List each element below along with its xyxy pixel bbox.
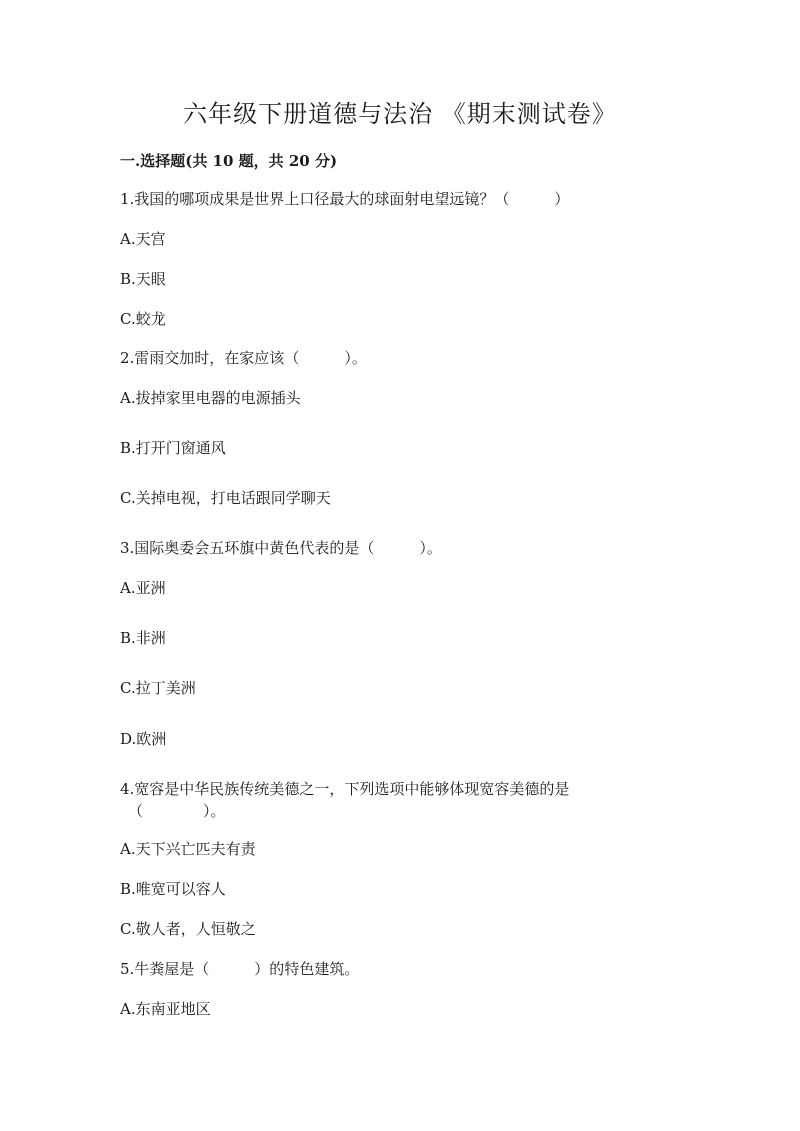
question-4-stem: 4.宽容是中华民族传统美德之一，下列选项中能够体现宽容美德的是	[120, 780, 570, 798]
question-5-option-a: A.东南亚地区	[120, 1000, 211, 1018]
question-3-stem: 3.国际奥委会五环旗中黄色代表的是（ ）。	[120, 539, 442, 557]
question-3-option-b: B.非洲	[120, 629, 166, 647]
question-1-option-c: C.蛟龙	[120, 310, 166, 328]
question-1-option-b: B.天眼	[120, 270, 166, 288]
question-3-option-d: D.欧洲	[120, 730, 167, 748]
question-2-stem: 2.雷雨交加时，在家应该（ ）。	[120, 349, 367, 367]
question-1-option-a: A.天宫	[120, 230, 166, 248]
question-3-option-c: C.拉丁美洲	[120, 679, 196, 697]
question-4-stem-continued: （ ）。	[128, 802, 226, 820]
question-2-option-b: B.打开门窗通风	[120, 439, 226, 457]
question-4-option-c: C.敬人者，人恒敬之	[120, 920, 256, 938]
question-2-option-c: C.关掉电视，打电话跟同学聊天	[120, 489, 331, 507]
question-3-option-a: A.亚洲	[120, 579, 166, 597]
question-2-option-a: A.拔掉家里电器的电源插头	[120, 389, 301, 407]
section-heading: 一.选择题(共 10 题，共 20 分)	[120, 152, 338, 170]
question-4-option-b: B.唯宽可以容人	[120, 880, 226, 898]
question-1-stem: 1.我国的哪项成果是世界上口径最大的球面射电望远镜？（ ）	[120, 190, 570, 208]
page-title: 六年级下册道德与法治 《期末测试卷》	[183, 100, 617, 128]
question-4-option-a: A.天下兴亡匹夫有责	[120, 840, 256, 858]
question-5-stem: 5.牛粪屋是（ ）的特色建筑。	[120, 960, 360, 978]
